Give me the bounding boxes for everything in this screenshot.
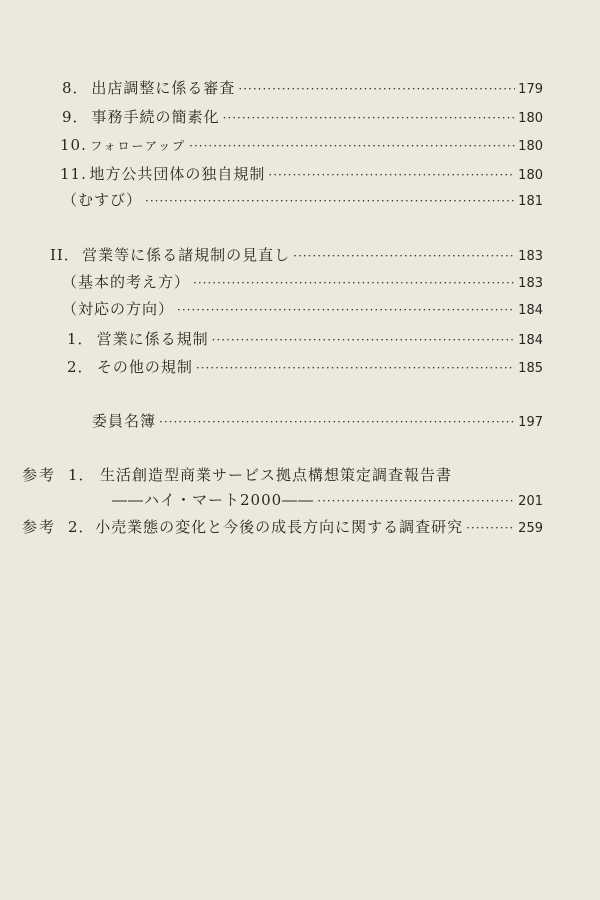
toc-entry-title: 出店調整に係る審査	[91, 79, 236, 97]
toc-entry-number: 11.	[60, 165, 87, 183]
toc-entry-page: 197	[518, 415, 543, 430]
toc-entry-title: その他の規制	[96, 358, 193, 376]
toc-entry	[62, 273, 543, 293]
toc-entry-page: 180	[518, 111, 543, 126]
toc-entry	[50, 246, 543, 266]
toc-entry-title: 事務手続の簡素化	[91, 108, 220, 126]
leader-dots	[466, 519, 515, 537]
toc-entry-title: ――ハイ・マート2000――	[112, 491, 315, 509]
toc-entry-title: フォローアップ	[90, 139, 187, 153]
toc-entry-title: 委員名簿	[92, 412, 157, 430]
toc-entry-title: 小売業態の変化と今後の成長方向に関する調査研究	[95, 518, 464, 536]
toc-entry-number: 2．	[68, 518, 95, 536]
toc-entry-title: 営業等に係る諸規制の見直し	[82, 246, 291, 264]
toc-entry	[67, 330, 543, 350]
toc-entry	[60, 136, 543, 156]
toc-entry-label: 参考	[22, 466, 57, 484]
toc-entry	[62, 300, 543, 320]
toc-entry-page: 180	[518, 168, 543, 183]
toc-entry-page: 184	[518, 303, 543, 318]
toc-entry-number: 10.	[60, 136, 87, 154]
toc-entry	[60, 165, 543, 185]
leader-dots	[293, 247, 515, 265]
toc-entry-number: 8．	[62, 79, 89, 97]
toc-entry-title: 地方公共団体の独自規制	[89, 165, 266, 183]
toc-entry	[22, 466, 452, 484]
toc-entry-page: 185	[518, 361, 543, 376]
toc-entry	[62, 108, 543, 128]
toc-entry-page: 259	[518, 521, 543, 536]
toc-entry-label: 参考	[22, 518, 57, 536]
toc-entry-page: 184	[518, 333, 543, 348]
leader-dots	[317, 492, 515, 510]
leader-dots	[193, 274, 515, 292]
leader-dots	[223, 109, 516, 127]
toc-entry-number: 1．	[68, 466, 95, 484]
leader-dots	[238, 80, 515, 98]
leader-dots	[177, 301, 515, 319]
toc-entry-page: 180	[518, 139, 543, 154]
leader-dots	[196, 359, 515, 377]
leader-dots	[145, 192, 515, 210]
toc-entry-title: 生活創造型商業サービス拠点構想策定調査報告書	[99, 466, 452, 484]
toc-entry	[92, 412, 543, 432]
leader-dots	[159, 413, 515, 431]
toc-entry	[112, 491, 543, 511]
leader-dots	[212, 331, 516, 349]
toc-entry-page: 181	[518, 194, 543, 209]
toc-entry-number: 1．	[67, 330, 94, 348]
toc-entry-page: 201	[518, 494, 543, 509]
toc-entry	[62, 191, 543, 211]
toc-entry-page: 183	[518, 276, 543, 291]
toc-entry-number: II．	[50, 246, 80, 264]
toc-entry-title: （基本的考え方）	[62, 273, 191, 291]
leader-dots	[189, 137, 515, 155]
toc-entry	[22, 518, 543, 538]
toc-entry-title: （むすび）	[62, 191, 143, 209]
toc-entry-number: 2．	[67, 358, 94, 376]
leader-dots	[268, 166, 515, 184]
toc-entry-page: 183	[518, 249, 543, 264]
toc-entry-page: 179	[518, 82, 543, 97]
toc-entry-number: 9．	[62, 108, 89, 126]
toc-entry-title: （対応の方向）	[62, 300, 175, 318]
toc-entry	[62, 79, 543, 99]
toc-entry	[67, 358, 543, 378]
toc-entry-title: 営業に係る規制	[96, 330, 209, 348]
